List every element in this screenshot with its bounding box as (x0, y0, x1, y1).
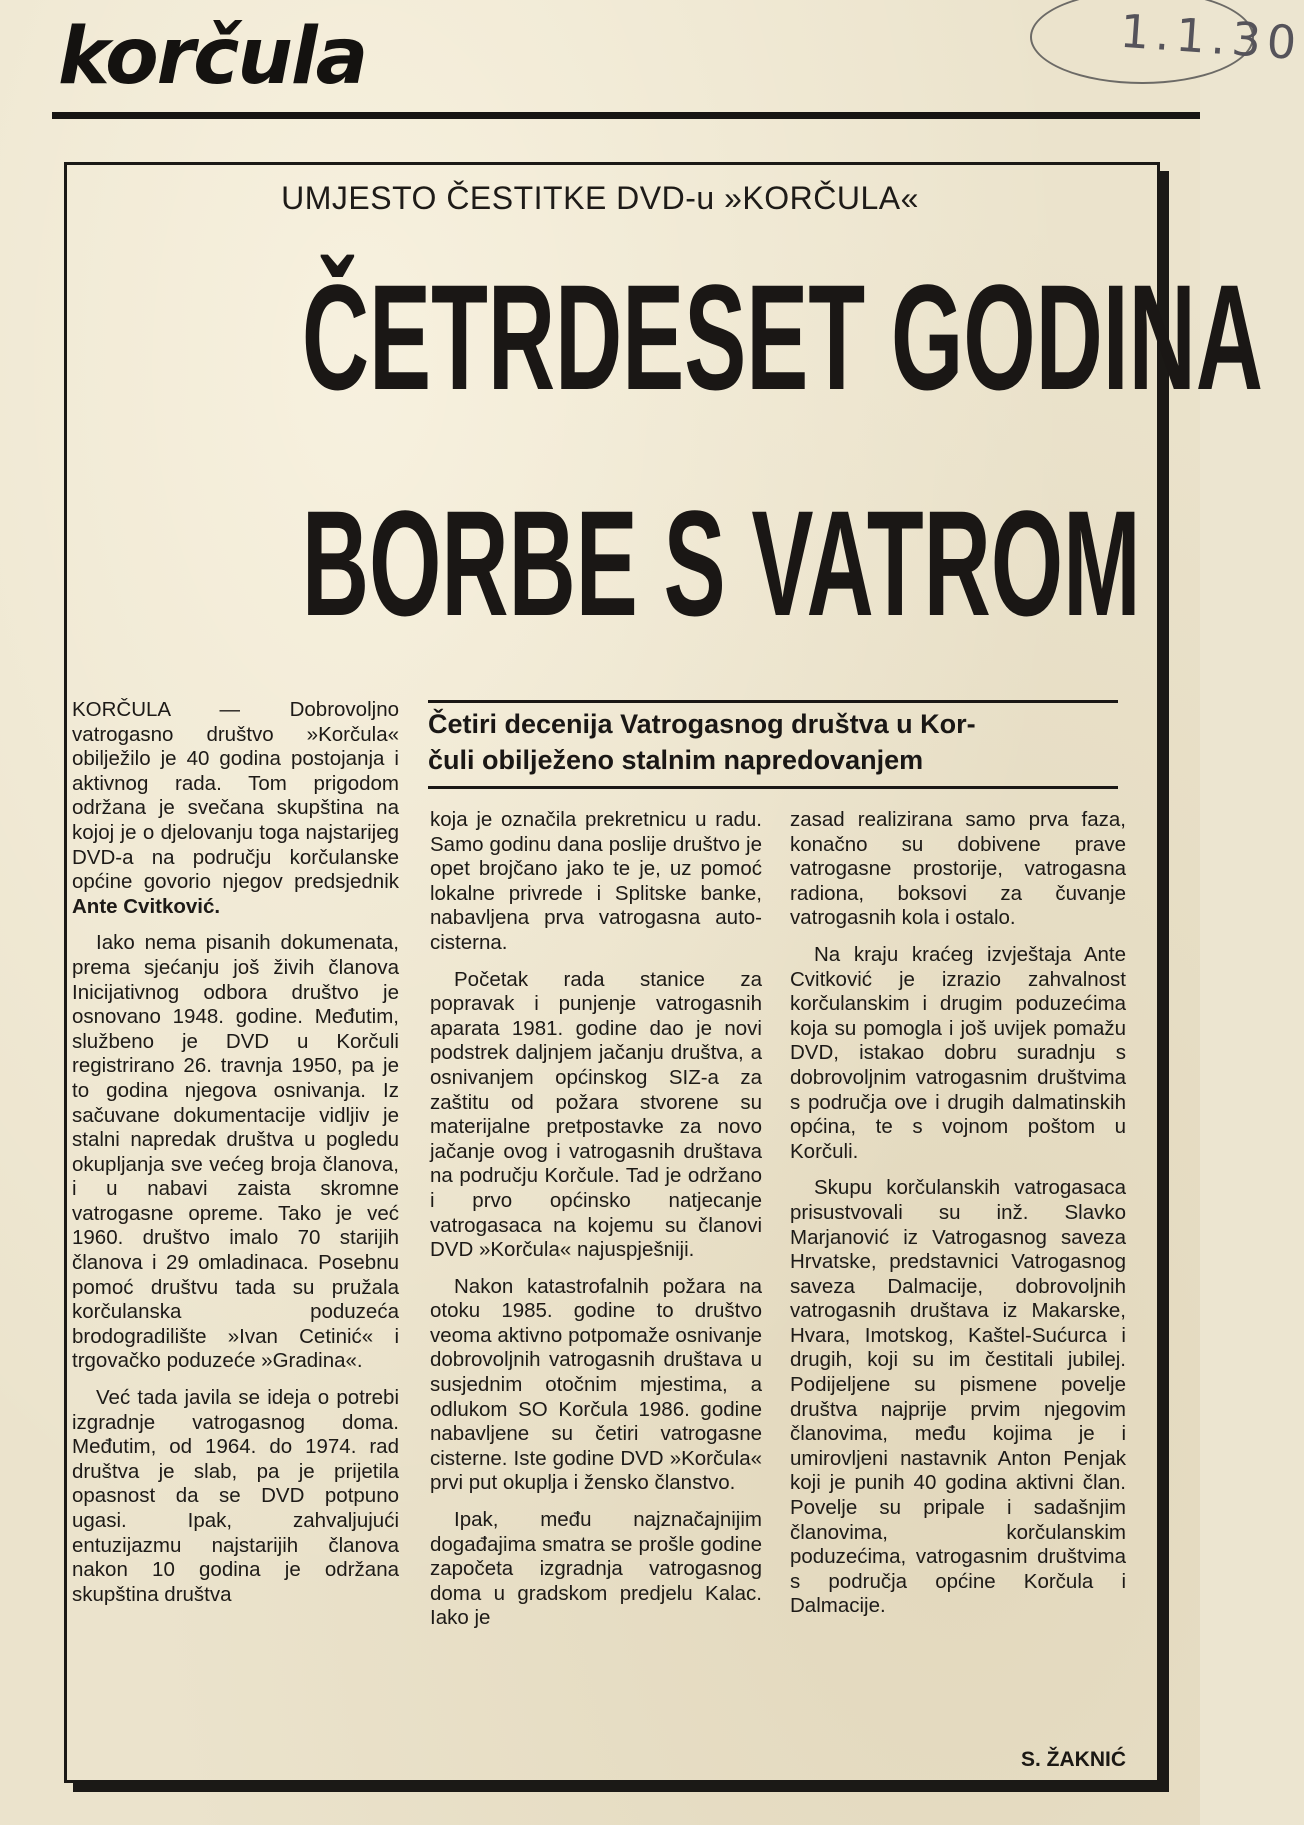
paragraph: Nakon katastrofalnih požara na otoku 1985. godine to društvo veoma aktivno potpomaže osnivanje dobrovoljnih vatrogasnih društava u susjednim otočnim mjestima, a odlukom SO Korčula 1986. godine nabavljene su četiri vatrogasne cisterne. Iste godine DVD »Korčula« prvi put okuplja i žensko članstvo. (430, 1274, 762, 1495)
lead-name: Ante Cvitković. (72, 894, 221, 918)
headline-line-1: ČETRDESET GODINA (301, 253, 1263, 421)
paragraph: Skupu korčulanskih vatrogasaca prisustvovali su inž. Slavko Marjanović iz Vatrogasnog saveza Hrvatske, predstavnici Vatrogasnog saveza Dalmacije, dobrovoljnih vatrogasnih društava iz Makarske, Hvara, Imotskog, Kaštel-Sućurca i drugih, koji su im čestitali jubilej. Podijeljene su pismene povelje društva najprije prvim njegovim članovima, među kojima je i umirovljeni nastavnik Anton Penjak koji je punih 40 godina aktivni član. Povelje su pripale i sadašnjim članovima, korčulanskim poduzećima, vatrogasnim društvima s područja općine Korčula i Dalmacije. (790, 1176, 1126, 1618)
author-signature: S. ŽAKNIĆ (1021, 1748, 1126, 1771)
subhead-rule-top (428, 700, 1118, 703)
article-column-3 (790, 808, 1126, 1631)
subhead-line-1: Četiri decenija Vatrogasnog društva u Kor- (428, 709, 976, 739)
paragraph: Početak rada stanice za popravak i punjenje vatrogasnih aparata 1981. godine dao je novi podstrek daljnjem jačanju društva, a osnivanjem općinskog SIZ-a za zaštitu od požara stvorene su materijalne pretpostavke za novo jačanje ovog i vatrogasnih društava na području Korčule. Tad je održano i prvo općinsko natjecanje vatrogasaca na kojemu su članovi DVD »Korčula« najuspješniji. (430, 967, 762, 1262)
paragraph: Na kraju kraćeg izvještaja Ante Cvitković je izrazio zahvalnost korčulanskim i drugim poduzećima koja su pomogla i još uvijek pomažu DVD, istakao dobru suradnju s dobrovoljnim vatrogasnim društvima s područja ove i drugih dalmatinskih općina, te s vojnom poštom u Korčuli. (790, 942, 1126, 1163)
article-kicker: UMJESTO ČESTITKE DVD-u »KORČULA« (281, 180, 919, 216)
headline-line-2: BORBE S VATROM (301, 479, 1141, 647)
lead-paragraph (72, 698, 399, 919)
section-title: korčula (58, 12, 367, 102)
handwritten-date: 1.1.30 (1118, 3, 1304, 71)
subhead-line-2: čuli obilježeno stalnim napredovanjem (428, 745, 924, 775)
paragraph: Ipak, među najznačajnijim događajima smatra se prošle godine započeta izgradnja vatrogasnog doma u gradskom predjelu Kalac. Iako je (430, 1508, 762, 1630)
lead-text: KORČULA — Dobrovoljno vatrogasno društvo »Korčula« obilježilo je 40 godina postojanja i aktivnog rada. Tom prigodom održana je svečana skupština na kojoj je o djelovanju toga najstarijeg DVD-a na području korčulanske općine govorio njegov predsjednik (72, 698, 399, 894)
paragraph: Iako nema pisanih dokumenata, prema sjećanju još živih članova Inicijativnog odbora društvo je osnovano 1948. godine. Međutim, službeno je DVD u Korčuli registrirano 26. travnja 1950, pa je to godina njegova osnivanja. Iz sačuvane dokumentacije vidljiv je stalni napredak društva u pogledu okupljanja sve većeg broja članova, i u nabavi zaista skromne vatrogasne opreme. Tako je već 1960. društvo imalo 70 starijih članova i 29 omladinaca. Posebnu pomoć društvu tada su pružala korčulanska poduzeća brodogradilište »Ivan Cetinić« i trgovačko poduzeće »Gradina«. (72, 931, 399, 1373)
section-divider (52, 112, 1200, 119)
paragraph: koja je označila prekretnicu u radu. Samo godinu dana poslije društvo je opet brojčano jako te je, uz pomoć lokalne privrede i Splitske banke, nabavljena prva vatrogasna auto-cisterna. (430, 808, 762, 954)
subheadline (428, 706, 1128, 778)
paragraph: Već tada javila se ideja o potrebi izgradnje vatrogasnog doma. Međutim, od 1964. do 1974. rad društva je slab, pa je prijetila opasnost da se DVD potpuno ugasi. Ipak, zahvaljujući entuzijazmu najstarijih članova nakon 10 godina je održana skupština društva (72, 1386, 399, 1606)
paragraph: zasad realizirana samo prva faza, konačno su dobivene prave vatrogasne prostorije, vatrogasna radiona, boksovi za čuvanje vatrogasnih kola i ostalo. (790, 808, 1126, 930)
article-column-2 (430, 808, 762, 1643)
subhead-rule-bottom (428, 786, 1118, 789)
article-column-1 (72, 698, 399, 1619)
